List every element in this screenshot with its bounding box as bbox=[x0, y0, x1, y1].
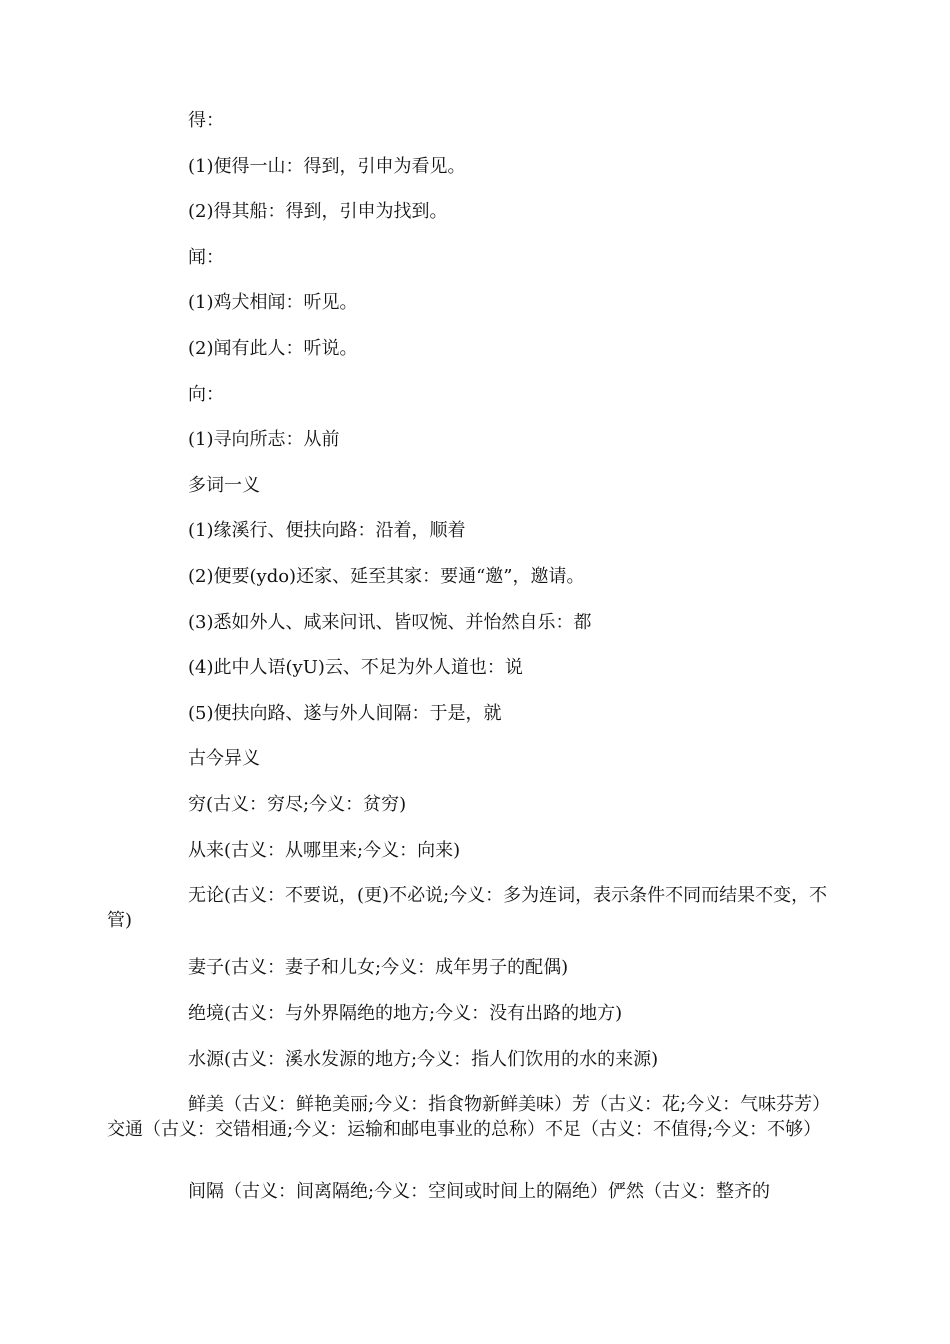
paragraph-4: 闻： bbox=[188, 247, 224, 268]
paragraph-12: (3)悉如外人、咸来问讯、皆叹惋、并怡然自乐：都 bbox=[188, 612, 592, 633]
paragraph-22: 鲜美（古义：鲜艳美丽;今义：指食物新鲜美味）芳（古义：花;今义：气味芬芳）交通（古义：交错相通;今义：运输和邮电事业的总称）不足（古义：不值得;今义：不够） bbox=[107, 1094, 831, 1140]
paragraph-7: 向： bbox=[188, 384, 224, 405]
paragraph-2: (1)便得一山：得到，引申为看见。 bbox=[188, 156, 466, 177]
paragraph-14: (5)便扶向路、遂与外人间隔：于是，就 bbox=[188, 703, 502, 724]
paragraph-15: 古今异义 bbox=[188, 748, 260, 769]
paragraph-23: 间隔（古义：间离隔绝;今义：空间或时间上的隔绝）俨然（古义：整齐的 bbox=[188, 1181, 771, 1202]
paragraph-8: (1)寻向所志：从前 bbox=[188, 429, 340, 450]
paragraph-1: 得： bbox=[188, 110, 224, 131]
paragraph-11: (2)便要(ydo)还家、延至其家：要通“邀”，邀请。 bbox=[188, 566, 585, 587]
paragraph-18: 无论(古义：不要说，(更)不必说;今义：多为连词，表示条件不同而结果不变，不管) bbox=[107, 885, 828, 931]
paragraph-13: (4)此中人语(yU)云、不足为外人道也：说 bbox=[188, 657, 523, 678]
paragraph-6: (2)闻有此人：听说。 bbox=[188, 338, 358, 359]
paragraph-5: (1)鸡犬相闻：听见。 bbox=[188, 292, 358, 313]
paragraph-21: 水源(古义：溪水发源的地方;今义：指人们饮用的水的来源) bbox=[188, 1049, 659, 1070]
paragraph-19: 妻子(古义：妻子和儿女;今义：成年男子的配偶) bbox=[188, 957, 569, 978]
paragraph-20: 绝境(古义：与外界隔绝的地方;今义：没有出路的地方) bbox=[188, 1003, 623, 1024]
paragraph-17: 从来(古义：从哪里来;今义：向来) bbox=[188, 840, 461, 861]
paragraph-3: (2)得其船：得到，引申为找到。 bbox=[188, 201, 448, 222]
paragraph-9: 多词一义 bbox=[188, 475, 260, 496]
paragraph-16: 穷(古义：穷尽;今义：贫穷) bbox=[188, 794, 407, 815]
paragraph-10: (1)缘溪行、便扶向路：沿着，顺着 bbox=[188, 520, 466, 541]
